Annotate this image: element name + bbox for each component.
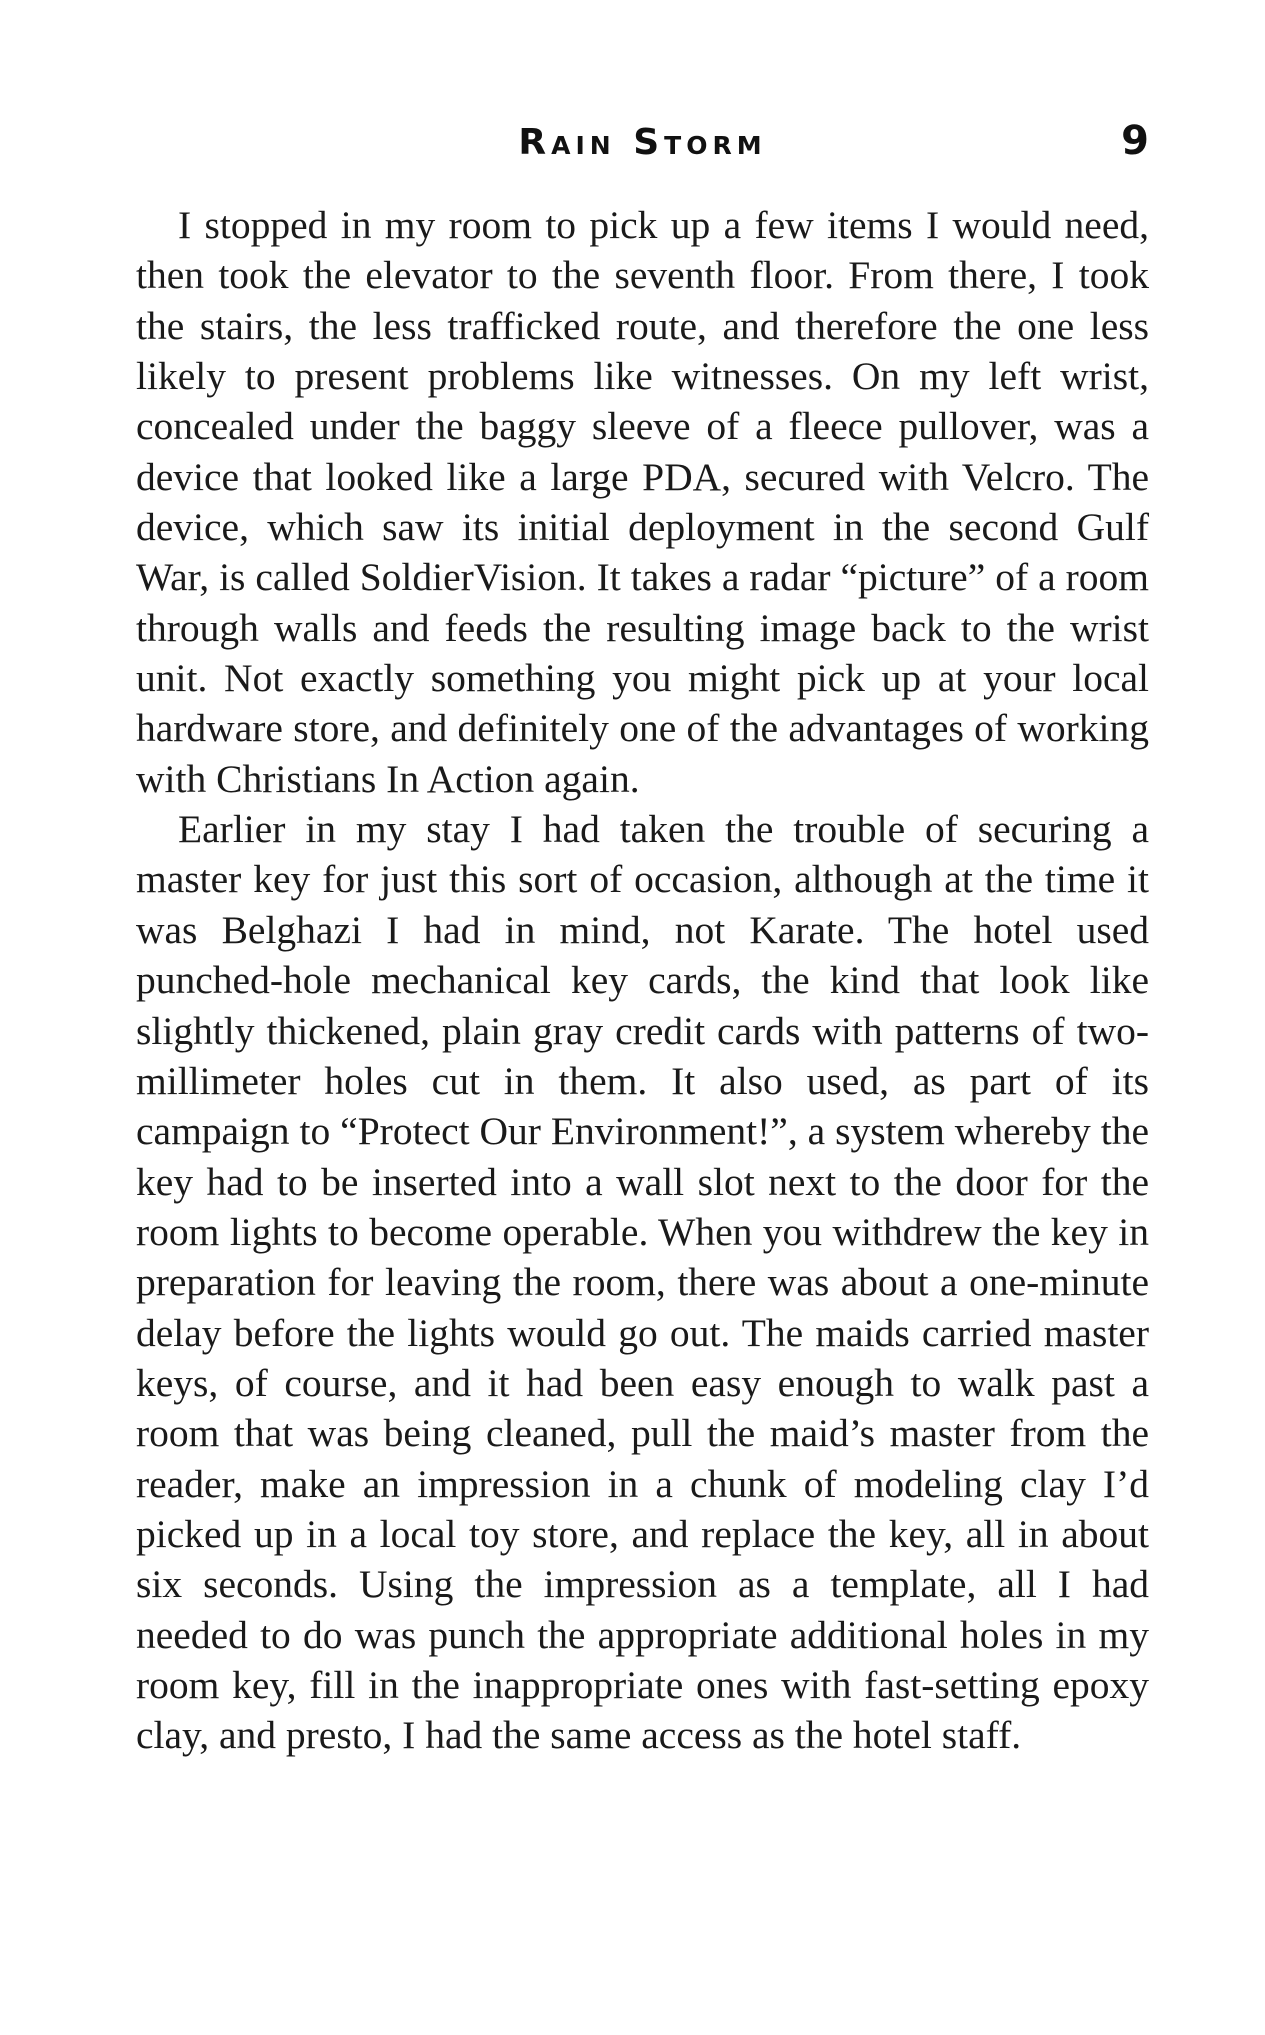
body-text [136,200,1149,1761]
page-number: 9 [1121,118,1149,164]
running-title: Rain Storm [518,122,767,163]
paragraph-2: Earlier in my stay I had taken the trouble of securing a master key for just this sort of occasion, although at the time it was Belghazi I had in mind, not Karate. The hotel used punched-hole mechanical key cards, the kind that look like slightly thickened, plain gray credit cards with patterns of two-millimeter holes cut in them. It also used, as part of its campaign to “Protect Our Environment!”, a system whereby the key had to be inserted into a wall slot next to the door for the room lights to become operable. When you withdrew the key in preparation for leaving the room, there was about a one-minute delay before the lights would go out. The maids carried master keys, of course, and it had been easy enough to walk past a room that was being cleaned, pull the maid’s master from the reader, make an impression in a chunk of modeling clay I’d picked up in a local toy store, and replace the key, all in about six seconds. Using the impression as a template, all I had needed to do was punch the appropriate additional holes in my room key, fill in the inappropriate ones with fast-setting epoxy clay, and presto, I had the same access as the hotel staff. [136,807,1149,1758]
running-header [136,118,1149,174]
paragraph-1: I stopped in my room to pick up a few items I would need, then took the elevator to the seventh floor. From there, I took the stairs, the less trafficked route, and therefore the one less likely to present problems like witnesses. On my left wrist, concealed under the baggy sleeve of a fleece pullover, was a device that looked like a large PDA, secured with Velcro. The device, which saw its initial deployment in the second Gulf War, is called SoldierVision. It takes a radar “picture” of a room through walls and feeds the resulting image back to the wrist unit. Not exactly something you might pick up at your local hardware store, and definitely one of the advantages of working with Christians In Action again. [136,203,1149,801]
